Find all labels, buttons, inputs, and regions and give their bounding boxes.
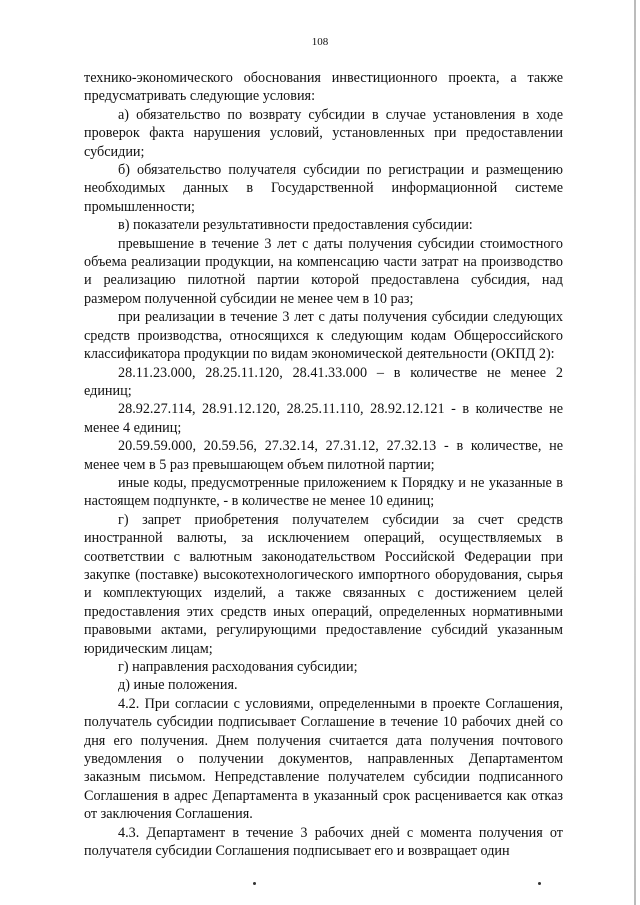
paragraph: 4.3. Департамент в течение 3 рабочих дней с момента получения от получателя субсидии Соглашения подписывает его и возвращает один <box>84 824 563 860</box>
paragraph: а) обязательство по возврату субсидии в случае установления в ходе проверок факта нарушения условий, установленных при предоставлении субсидии; <box>84 106 563 160</box>
paragraph: технико-экономического обоснования инвестиционного проекта, а также предусматривать следующие условия: <box>84 70 563 105</box>
paragraph: б) обязательство получателя субсидии по регистрации и размещению необходимых данных в Государственной информационной системе промышленности; <box>84 162 563 215</box>
paragraph: 28.11.23.000, 28.25.11.120, 28.41.33.000 – в количестве не менее 2 единиц; <box>84 364 563 399</box>
paragraph: д) иные положения. <box>118 677 238 694</box>
page-edge <box>634 0 636 905</box>
scan-dot <box>538 882 541 885</box>
scan-dot <box>253 882 256 885</box>
document-body <box>84 69 563 860</box>
paragraph: г) запрет приобретения получателем субсидии за счет средств иностранной валюты, за исключением операций, осуществляемых в соответствии с валютным законодательством Российской Федерации при закупке (поставке) высокотехнологического импортного оборудования, сырья и комплектующих изделий, а также связанных с достижением целей предоставления этих средств иных операций, определенных нормативными правовыми актами, регулирующими предоставление субсидий указанным юридическим лицам; <box>84 511 563 657</box>
page-number: 108 <box>311 36 329 48</box>
paragraph: 4.2. При согласии с условиями, определенными в проекте Соглашения, получатель субсидии подписывает Соглашение в течение 10 рабочих дней со дня его получения. Днем получения считается дата получения почтового уведомления о получении документов, направленных Департаментом заказным письмом. Непредставление получателем субсидии подписанного Соглашения в адрес Департамента в указанный срок расценивается как отказ от заключения Соглашения. <box>84 695 563 823</box>
paragraph: при реализации в течение 3 лет с даты получения субсидии следующих средств производства, относящихся к следующим кодам Общероссийского классификатора продукции по видам экономической деятельности (ОКПД 2): <box>84 309 563 363</box>
paragraph: 28.92.27.114, 28.91.12.120, 28.25.11.110, 28.92.12.121 - в количестве не менее 4 единиц; <box>84 401 563 436</box>
paragraph: в) показатели результативности предоставления субсидии: <box>118 217 473 234</box>
paragraph: 20.59.59.000, 20.59.56, 27.32.14, 27.31.12, 27.32.13 - в количестве, не менее чем в 5 раз превышающем объем пилотной партии; <box>84 438 563 473</box>
paragraph: иные коды, предусмотренные приложением к Порядку и не указанные в настоящем подпункте, - в количестве не менее 10 единиц; <box>84 474 563 510</box>
paragraph: г) направления расходования субсидии; <box>118 659 358 675</box>
paragraph: превышение в течение 3 лет с даты получения субсидии стоимостного объема реализации продукции, на компенсацию части затрат на производство и реализацию пилотной партии которой предоставлена субсидия, над размером полученной субсидии не менее чем в 10 раз; <box>84 235 563 307</box>
